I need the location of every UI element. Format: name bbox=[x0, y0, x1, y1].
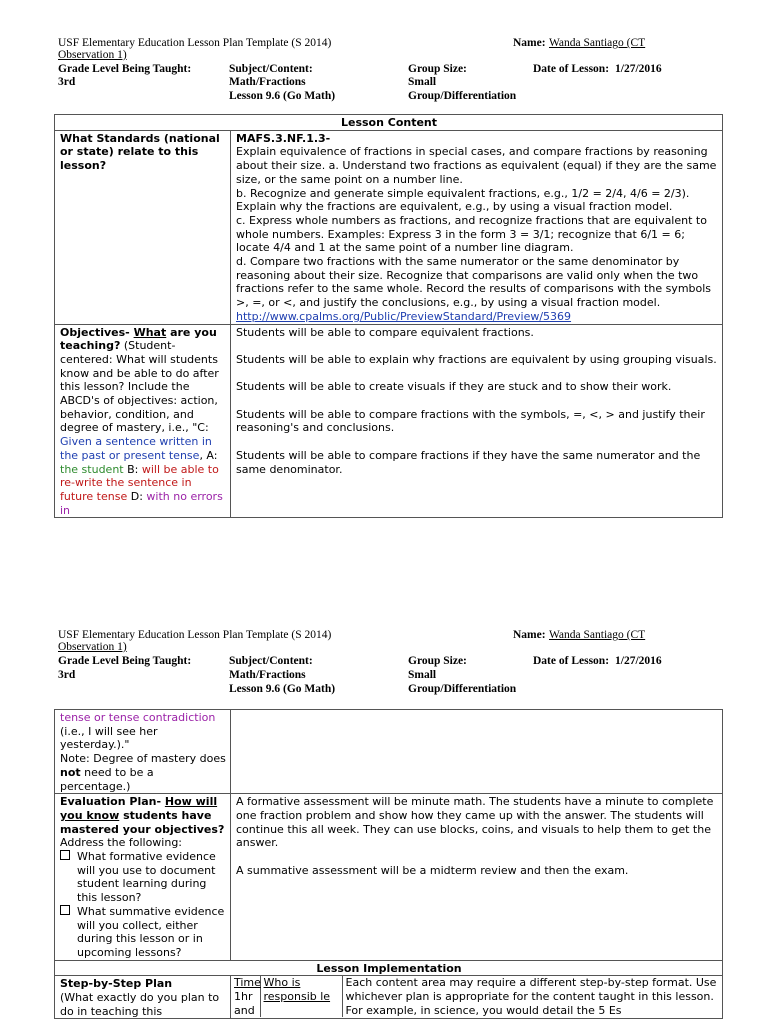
objectives-label-cell bbox=[55, 324, 231, 518]
standards-text-b: b. Recognize and generate simple equivalent fractions, e.g., 1/2 = 2/4, 4/6 = 2/3). Explain why the fractions are equivalent, e.g., by using a visual fraction model. bbox=[236, 186, 690, 214]
group-size-label: Group Size: bbox=[408, 655, 467, 667]
note-not: not bbox=[60, 765, 81, 779]
objectives-label-b: are you teaching? bbox=[60, 325, 217, 353]
objective-degree: with no errors in bbox=[60, 489, 223, 517]
date-label: Date of Lesson: bbox=[533, 655, 610, 667]
group-size-label: Group Size: bbox=[408, 63, 467, 75]
grade-label: Grade Level Being Taught: bbox=[58, 63, 192, 75]
checkbox-icon bbox=[60, 905, 70, 915]
subject-label: Subject/Content: bbox=[229, 63, 313, 75]
checkbox-icon bbox=[60, 850, 70, 860]
name-label: Name: bbox=[513, 629, 546, 641]
objective-item: Students will be able to compare equivalent fractions. bbox=[236, 325, 534, 339]
group-size-value: Small bbox=[408, 76, 437, 88]
subject-value: Math/Fractions bbox=[229, 669, 306, 681]
grade-value: 3rd bbox=[58, 669, 76, 681]
grade-label: Grade Level Being Taught: bbox=[58, 655, 192, 667]
time-label: Time bbox=[234, 976, 261, 990]
formative-assessment: A formative assessment will be minute math. The students have a minute to complete one fraction problem and show how they came up with the answer. The students will continue this all week. They can use blocks, coins, and visuals to help them to get the answer. bbox=[236, 795, 714, 850]
group-differentiation: Group/Differentiation bbox=[408, 683, 517, 695]
standards-cell bbox=[231, 130, 723, 324]
lesson-value: Lesson 9.6 (Go Math) bbox=[229, 90, 336, 102]
template-title: USF Elementary Education Lesson Plan Template (S 2014) bbox=[58, 37, 332, 49]
page2-header bbox=[58, 629, 718, 695]
group-differentiation: Group/Differentiation bbox=[408, 90, 517, 102]
objective-item: Students will be able to create visuals if they are stuck and to show their work. bbox=[236, 380, 672, 394]
date-value: 1/27/2016 bbox=[615, 63, 662, 75]
who-responsible-label: Who is responsib le bbox=[260, 976, 342, 1017]
objective-audience: the student bbox=[60, 462, 124, 476]
standards-label: What Standards (national or state) relate to this lesson? bbox=[55, 130, 231, 324]
checklist-item: What summative evidence will you collect, either during this lesson or in upcoming lessons? bbox=[60, 905, 226, 960]
evaluation-label-how: How will you know bbox=[60, 795, 218, 822]
objective-item: Students will be able to explain why fractions are equivalent by using grouping visuals. bbox=[236, 352, 717, 366]
objective-example: (i.e., I will see her yesterday.)." bbox=[60, 724, 158, 752]
observation-text: Observation 1) bbox=[58, 49, 127, 61]
objective-a-label: , A: bbox=[199, 448, 218, 462]
objectives-continued-right bbox=[231, 710, 723, 794]
name-value: Wanda Santiago (CT bbox=[549, 37, 646, 49]
evaluation-label-cell bbox=[55, 794, 231, 960]
evaluation-address: Address the following: bbox=[60, 836, 183, 850]
subject-value: Math/Fractions bbox=[229, 76, 306, 88]
summative-assessment: A summative assessment will be a midterm review and then the exam. bbox=[236, 863, 629, 877]
objective-item: Students will be able to compare fractions if they have the same numerator and the same denominator. bbox=[236, 448, 701, 476]
lesson-content-table bbox=[54, 114, 723, 518]
objective-item: Students will be able to compare fractions with the symbols, =, <, > and justify their reasoning's and conclusions. bbox=[236, 407, 705, 435]
subject-label: Subject/Content: bbox=[229, 655, 313, 667]
objective-b-label: B: bbox=[123, 462, 142, 476]
lesson-value: Lesson 9.6 (Go Math) bbox=[229, 683, 336, 695]
lesson-implementation-table bbox=[54, 709, 723, 1019]
objective-degree-continued: tense or tense contradiction bbox=[60, 711, 216, 724]
standards-link[interactable]: http://www.cpalms.org/Public/PreviewStandard/Preview/5369 bbox=[236, 309, 572, 323]
page1-header bbox=[58, 37, 718, 103]
step-plan-label: Step-by-Step Plan bbox=[60, 977, 173, 991]
objectives-cell bbox=[231, 324, 723, 518]
objectives-label-what: What bbox=[133, 325, 167, 339]
time-value: 1hr and bbox=[234, 990, 255, 1017]
step-plan-inner bbox=[231, 976, 722, 1017]
lesson-content-title: Lesson Content bbox=[55, 115, 723, 131]
observation-text: Observation 1) bbox=[58, 641, 127, 653]
evaluation-label-b: students have mastered your objectives? bbox=[60, 808, 225, 836]
evaluation-cell bbox=[231, 794, 723, 960]
objective-d-label: D: bbox=[127, 489, 147, 503]
evaluation-label-a: Evaluation Plan- bbox=[60, 795, 165, 809]
objective-behavior: will be able to re-write the sentence in future tense bbox=[60, 462, 219, 503]
standards-code: MAFS.3.NF.1.3- bbox=[236, 131, 331, 145]
date-value: 1/27/2016 bbox=[615, 655, 662, 667]
time-cell bbox=[231, 976, 260, 1017]
content-note: Each content area may require a different step-by-step format. Use whichever plan is appropriate for the content taught in this lesson. For example, in science, you would detail the 5 Es bbox=[342, 976, 722, 1017]
evaluation-checklist bbox=[60, 850, 226, 960]
step-plan-label-cell bbox=[55, 976, 231, 1019]
objectives-note: (Student-centered: What will students know and be able to do after this lesson? Include the ABCD's of objectives: action, behavior, condition, and degree of mastery, i.e., "C: bbox=[60, 339, 219, 435]
note-b: need to be a percentage.) bbox=[60, 765, 154, 793]
step-plan-cell bbox=[231, 976, 723, 1019]
standards-text-a: Explain equivalence of fractions in special cases, and compare fractions by reasoning about their size. a. Understand two fractions as equivalent (equal) if they are the same size, or the same point on a number line. bbox=[236, 145, 717, 186]
step-plan-note: (What exactly do you plan to do in teaching this bbox=[60, 991, 220, 1018]
checklist-item: What formative evidence will you use to document student learning during this lesson? bbox=[60, 850, 226, 905]
grade-value: 3rd bbox=[58, 76, 76, 88]
template-title: USF Elementary Education Lesson Plan Template (S 2014) bbox=[58, 629, 332, 641]
name-value: Wanda Santiago (CT bbox=[549, 629, 646, 641]
objectives-continued-cell bbox=[55, 710, 231, 794]
note-a: Note: Degree of mastery does bbox=[60, 752, 226, 766]
standards-text-c: c. Express whole numbers as fractions, and recognize fractions that are equivalent to whole numbers. Examples: Express 3 in the form 3 = 3/1; recognize that 6/1 = 6; locate 4/4 and 1 at the same point of a number line diagram. bbox=[236, 213, 707, 255]
name-label: Name: bbox=[513, 37, 546, 49]
group-size-value: Small bbox=[408, 669, 437, 681]
standards-text-d: d. Compare two fractions with the same numerator or the same denominator by reasoning about their size. Recognize that comparisons are valid only when the two fractions refer to the same whole. Record the results of comparisons with the symbols >, =, or <, and justify the conclusions, e.g., by using a visual fraction model. bbox=[236, 255, 712, 310]
lesson-implementation-title: Lesson Implementation bbox=[55, 960, 723, 976]
objective-condition: Given a sentence written in the past or present tense bbox=[60, 435, 212, 462]
date-label: Date of Lesson: bbox=[533, 63, 610, 75]
objectives-label-a: Objectives- bbox=[60, 325, 134, 339]
